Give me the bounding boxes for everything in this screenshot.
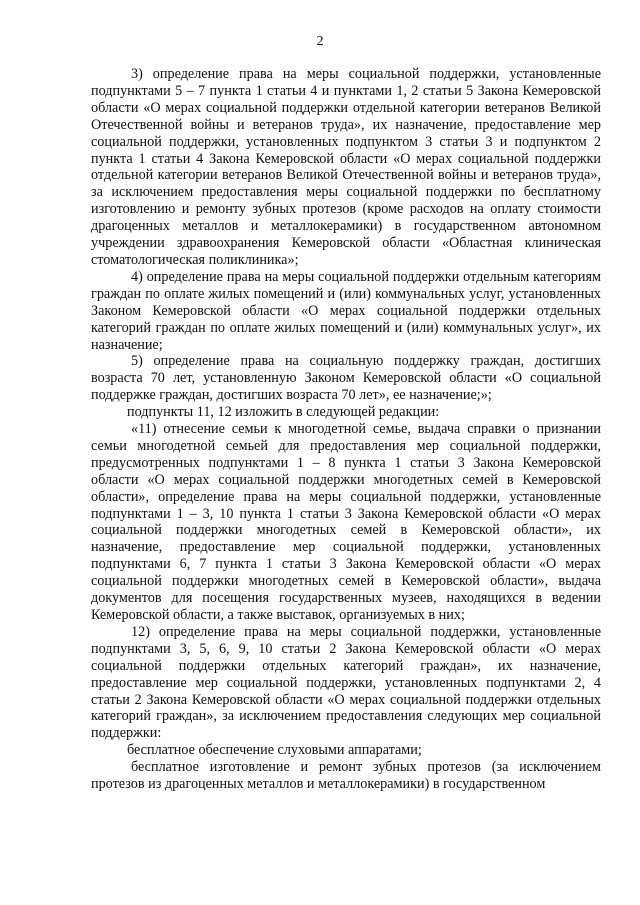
paragraph-item-3: 3) определение права на меры социальной поддержки, установленные подпунктами 5 – 7 пункта 1 статьи 4 и пунктами 1, 2 статьи 5 Закона Кемеровской области «О мерах социальной поддержки отдельной категории ветеранов Великой Отечественной войны и ветеранов труда», их назначение, предоставление мер социальной поддержки, установленных подпунктом 3 статьи 3 и подпунктом 2 пункта 1 статьи 4 Закона Кемеровской области «О мерах социальной поддержки отдельной категории ветеранов Великой Отечественной войны и ветеранов труда», за исключением предоставления меры социальной поддержки по бесплатному изготовлению и ремонту зубных протезов (кроме расходов на оплату стоимости драгоценных металлов и металлокерамики) в государственном автономном учреждении здравоохранения Кемеровской области «Областная клиническая стоматологическая поликлиника»;: [91, 66, 601, 268]
paragraph-item-5: 5) определение права на социальную поддержку граждан, достигших возраста 70 лет, установленную Законом Кемеровской области «О социальной поддержке граждан, достигших возраста 70 лет», ее назначение;»;: [91, 353, 601, 404]
paragraph-dental-prostheses: бесплатное изготовление и ремонт зубных протезов (за исключением протезов из драгоценных металлов и металлокерамики) в государственном: [91, 759, 601, 793]
paragraph-hearing-aids: бесплатное обеспечение слуховыми аппаратами;: [127, 742, 422, 759]
paragraph-item-11: «11) отнесение семьи к многодетной семье, выдача справки о признании семьи многодетной семьей для предоставления мер социальной поддержки, предусмотренных подпунктами 1 – 8 пункта 1 статьи 3 Закона Кемеровской области «О мерах социальной поддержки многодетных семей в Кемеровской области», определение права на меры социальной поддержки, установленные подпунктами 1 – 3, 10 пункта 1 статьи 3 Закона Кемеровской области «О мерах социальной поддержки многодетных семей в Кемеровской области», их назначение, предоставление мер социальной поддержки, установленных подпунктами 6, 7 пункта 1 статьи 3 Закона Кемеровской области «О мерах социальной поддержки многодетных семей в Кемеровской области», выдача документов для посещения государственных музеев, находящихся в ведении Кемеровской области, а также выставок, организуемых в них;: [91, 421, 601, 623]
paragraph-item-4: 4) определение права на меры социальной поддержки отдельным категориям граждан по оплате жилых помещений и (или) коммунальных услуг, установленных Законом Кемеровской области «О мерах социальной поддержки отдельных категорий граждан по оплате жилых помещений и (или) коммунальных услуг», их назначение;: [91, 268, 601, 353]
paragraph-item-12: 12) определение права на меры социальной поддержки, установленные подпунктами 3, 5, 6, 9, 10 статьи 2 Закона Кемеровской области «О мерах социальной поддержки отдельных категорий граждан», их назначение, предоставление мер социальной поддержки, установленных подпунктами 2, 4 статьи 2 Закона Кемеровской области «О мерах социальной поддержки отдельных категорий граждан», за исключением предоставления следующих мер социальной поддержки:: [91, 623, 601, 742]
document-body: [91, 66, 601, 793]
page-number: 2: [316, 34, 324, 49]
paragraph-subclauses-intro: подпункты 11, 12 изложить в следующей редакции:: [127, 404, 440, 421]
